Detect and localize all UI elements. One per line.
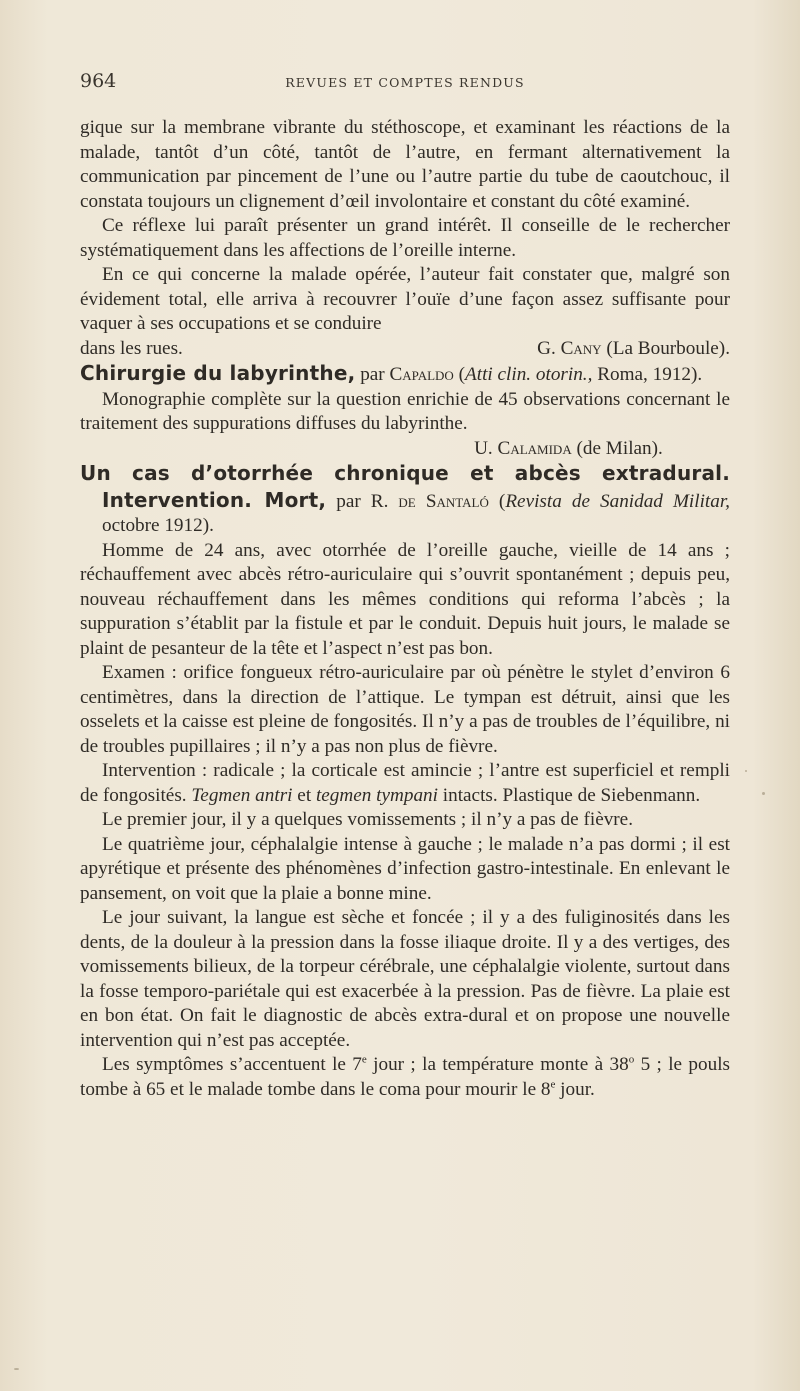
signature-line	[80, 337, 730, 362]
entry-source: Atti clin. otorin.,	[465, 364, 593, 385]
paragraph: Le jour suivant, la langue est sèche et foncée ; il y a des fuliginosités dans les dents, de la douleur à la pression dans la fosse iliaque droite. Il y a des vertiges, des vomissements bilieux, de la torpeur cérébrale, une céphalalgie violente, surtout dans la fosse temporo-pariétale qui est exacerbée à la pression. Pas de fièvre. La plaie est en bon état. On fait le diagnostic de abcès extra-dural et on propose une nouvelle intervention qui n’est pas acceptée.	[80, 907, 730, 1051]
paragraph: Les symptômes s’accentuent le 7e jour ; la température monte à 38$^o$ 5 ; le pouls tombe à 65 et le malade tombe dans le coma pour mourir le 8e jour.	[80, 1053, 731, 1100]
reviewer-name: Calamida	[497, 437, 572, 459]
entry-author: Capaldo	[389, 364, 454, 385]
review-entry-heading: Un cas d’otorrhée chronique et abcès extradural. Intervention. Mort, par R. de Santaló (Revista de Sanidad Militar, octobre 1912).	[80, 461, 730, 536]
paragraph: Le premier jour, il y a quelques vomissements ; il n’y a pas de fièvre.	[102, 809, 634, 830]
review-entry-heading: Chirurgie du labyrinthe, par Capaldo (Atti clin. otorin., Roma, 1912).	[80, 361, 703, 385]
paragraph: Ce réflexe lui paraît présenter un grand intérêt. Il conseille de le rechercher systématiquement dans les affections de l’oreille interne.	[80, 215, 730, 261]
paragraph: En ce qui concerne la malade opérée, l’auteur fait constater que, malgré son évidement total, elle arriva à recouvrer l’ouïe d’une façon assez suffisante pour vaquer à ses occupations et se conduire	[80, 264, 730, 334]
paragraph: Le quatrième jour, céphalalgie intense à gauche ; le malade n’a pas dormi ; il est apyrétique et présente des phénomènes d’infection gastro-intestinale. En enlevant le pansement, on voit que la plaie a bonne mine.	[80, 833, 730, 904]
paper-speck	[745, 770, 747, 772]
reviewer-signature: U. Calamida (de Milan).	[474, 437, 663, 459]
entry-author: Santaló	[425, 490, 489, 512]
paragraph: Examen : orifice fongueux rétro-auriculaire par où pénètre le stylet d’environ 6 centimètres, dans la direction de l’attique. Le tympan est détruit, ainsi que les osselets et la caisse est pleine de fongosités. Il n’y a pas de troubles de l’équilibre, ni de troubles pupillaires ; il n’y a pas non plus de fièvre.	[80, 662, 730, 757]
paragraph: Intervention : radicale ; la corticale est amincie ; l’antre est superficiel et rempli de fongosités. Tegmen antri et tegmen tympani intacts. Plastique de Siebenmann.	[80, 760, 730, 806]
running-head: REVUES ET COMPTES RENDUS	[285, 75, 525, 90]
body-text	[80, 116, 730, 1102]
page-number: 964	[80, 70, 117, 92]
reviewer-signature: G. Cany (La Bourboule).	[537, 337, 730, 359]
paragraph: Monographie complète sur la question enrichie de 45 observations concernant le traitement des suppurations diffuses du labyrinthe.	[80, 388, 730, 434]
entry-source: Revista de Sanidad Militar,	[505, 490, 730, 512]
reviewer-name: Cany	[560, 337, 602, 359]
entry-title: Un cas d’otorrhée chronique et abcès extradural. Intervention. Mort,	[80, 461, 730, 512]
page-header	[80, 70, 730, 96]
entry-title: Chirurgie du labyrinthe,	[80, 361, 356, 385]
paper-speck	[14, 1368, 19, 1370]
paragraph: gique sur la membrane vibrante du stéthoscope, et examinant les réactions de la malade, tantôt d’un côté, tantôt de l’autre, en fermant alternativement la communication par pincement de l’une ou l’autre partie du tube de caoutchouc, il constata toujours un clignement d’œil involontaire et constant du côté examiné.	[80, 117, 730, 212]
paragraph: Homme de 24 ans, avec otorrhée de l’oreille gauche, vieille de 14 ans ; réchauffement avec abcès rétro-auriculaire qui s’ouvrit spontanément ; depuis peu, nouveau réchauffement dans les mêmes conditions qui reforma l’abcès ; la suppuration s’établit par la fistule et par le conduit. Depuis huit jours, le malade se plaint de pesanteur de la tête et l’aspect n’est pas bon.	[80, 539, 730, 659]
paragraph-end: dans les rues.	[80, 337, 183, 359]
paper-speck	[762, 792, 765, 795]
